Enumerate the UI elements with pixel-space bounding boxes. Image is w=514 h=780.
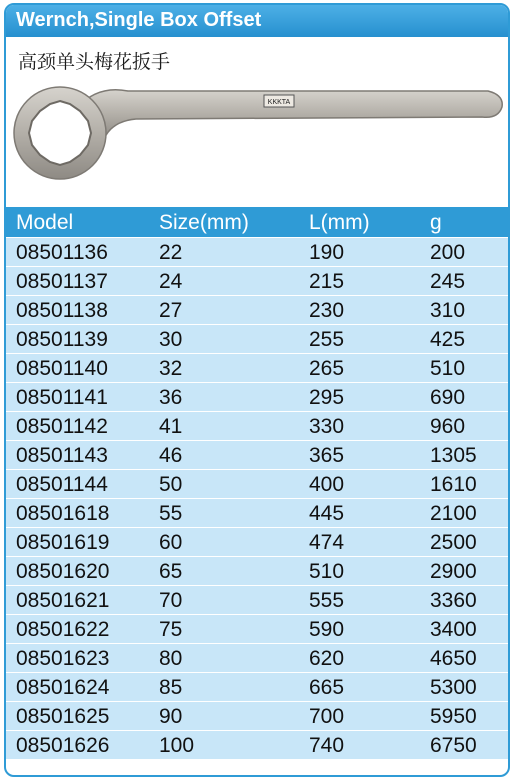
model-cell: 08501141 [16,386,108,409]
size-cell: 22 [159,241,183,264]
length-cell: 510 [309,560,345,583]
weight-cell: 690 [430,386,466,409]
length-cell: 190 [309,241,345,264]
table-row [6,267,508,296]
product-card [4,3,510,777]
length-cell: 265 [309,357,345,380]
size-cell: 32 [159,357,183,380]
weight-cell: 310 [430,299,466,322]
table-row [6,499,508,528]
table-row [6,296,508,325]
weight-cell: 2100 [430,502,477,525]
weight-cell: 5950 [430,705,477,728]
table-row [6,325,508,354]
weight-cell: 960 [430,415,466,438]
length-cell: 255 [309,328,345,351]
model-cell: 08501138 [16,299,108,322]
table-row [6,615,508,644]
size-cell: 46 [159,444,183,467]
weight-cell: 200 [430,241,466,264]
model-cell: 08501137 [16,270,108,293]
table-row [6,470,508,499]
model-cell: 08501626 [16,734,110,757]
model-cell: 08501143 [16,444,108,467]
length-cell: 215 [309,270,345,293]
length-cell: 445 [309,502,345,525]
size-cell: 41 [159,415,183,438]
brand-mark: KKKTA [267,99,291,106]
weight-cell: 4650 [430,647,477,670]
table-row [6,441,508,470]
length-cell: 620 [309,647,345,670]
length-cell: 555 [309,589,345,612]
table-row [6,354,508,383]
length-cell: 400 [309,473,345,496]
weight-cell: 2900 [430,560,477,583]
weight-cell: 6750 [430,734,477,757]
table-row [6,731,508,760]
weight-cell: 245 [430,270,466,293]
table-row [6,586,508,615]
size-cell: 75 [159,618,183,641]
size-cell: 100 [159,734,195,757]
chinese-subtitle: 高颈单头梅花扳手 [18,51,171,73]
size-cell: 27 [159,299,183,322]
table-row [6,702,508,731]
size-cell: 85 [159,676,183,699]
weight-cell: 2500 [430,531,477,554]
size-cell: 65 [159,560,183,583]
table-body [6,238,508,760]
length-cell: 474 [309,531,345,554]
weight-cell: 1610 [430,473,477,496]
length-cell: 700 [309,705,345,728]
model-cell: 08501142 [16,415,108,438]
size-cell: 36 [159,386,183,409]
model-cell: 08501621 [16,589,110,612]
page-title: Wernch,Single Box Offset [16,9,262,31]
size-cell: 50 [159,473,183,496]
table-row [6,644,508,673]
size-cell: 70 [159,589,183,612]
model-cell: 08501144 [16,473,108,496]
header-model: Model [16,211,74,234]
model-cell: 08501139 [16,328,108,351]
model-cell: 08501622 [16,618,110,641]
model-cell: 08501140 [16,357,108,380]
weight-cell: 3400 [430,618,477,641]
model-cell: 08501625 [16,705,110,728]
size-cell: 24 [159,270,183,293]
model-cell: 08501136 [16,241,108,264]
table-row [6,528,508,557]
table-row [6,673,508,702]
model-cell: 08501618 [16,502,110,525]
header-weight: g [430,211,442,234]
size-cell: 30 [159,328,183,351]
weight-cell: 510 [430,357,466,380]
model-cell: 08501623 [16,647,110,670]
weight-cell: 3360 [430,589,477,612]
length-cell: 295 [309,386,345,409]
table-header-row [6,207,508,238]
table-row [6,383,508,412]
model-cell: 08501619 [16,531,110,554]
length-cell: 740 [309,734,345,757]
length-cell: 590 [309,618,345,641]
size-cell: 60 [159,531,183,554]
length-cell: 230 [309,299,345,322]
length-cell: 365 [309,444,345,467]
weight-cell: 425 [430,328,466,351]
model-cell: 08501624 [16,676,110,699]
wrench-image [8,77,508,207]
table-row [6,238,508,267]
header-size: Size(mm) [159,211,249,234]
size-cell: 55 [159,502,183,525]
length-cell: 330 [309,415,345,438]
table-row [6,557,508,586]
spec-table [6,207,508,760]
length-cell: 665 [309,676,345,699]
size-cell: 80 [159,647,183,670]
header-length: L(mm) [309,211,370,234]
table-row [6,412,508,441]
model-cell: 08501620 [16,560,110,583]
title-bar [6,5,508,37]
size-cell: 90 [159,705,183,728]
weight-cell: 1305 [430,444,477,467]
weight-cell: 5300 [430,676,477,699]
